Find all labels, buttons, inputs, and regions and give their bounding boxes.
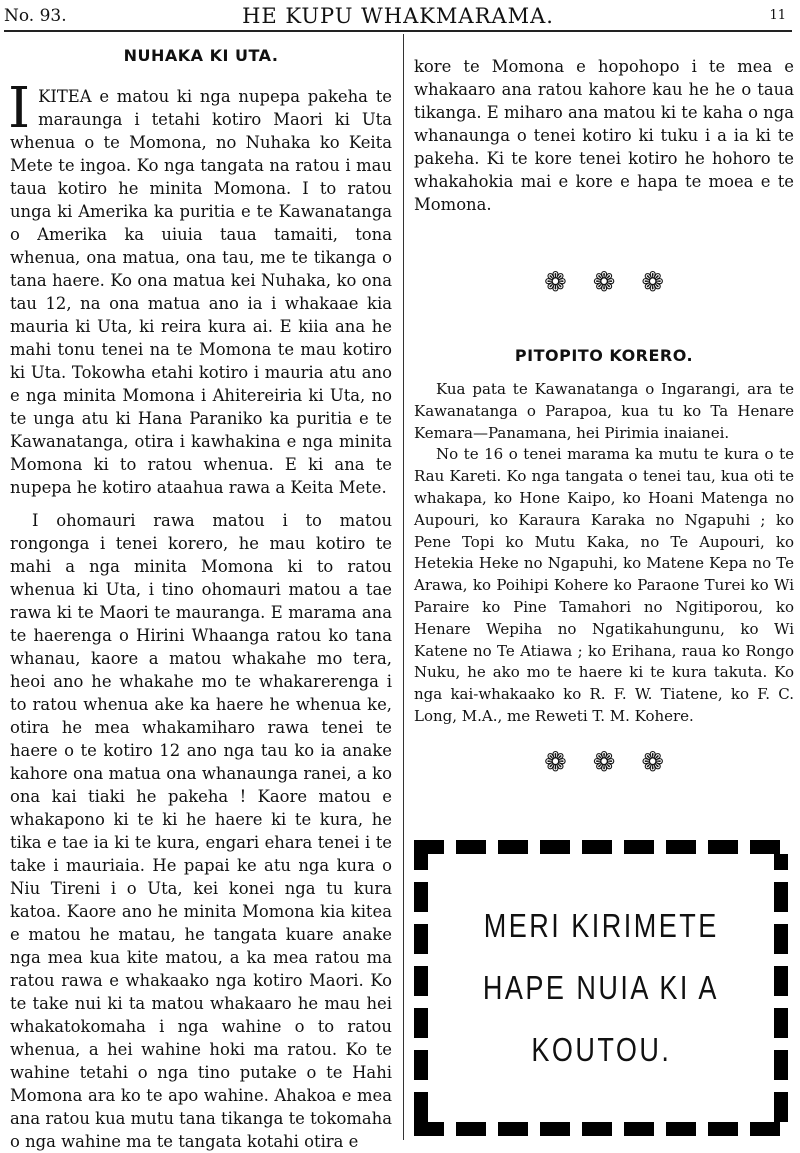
page-header: [4, 4, 792, 32]
flower-ornament-icon: ❁: [544, 746, 567, 778]
article-title: NUHAKA KI UTA.: [123, 46, 279, 65]
publication-title: HE KUPU WHAKMARAMA.: [242, 4, 554, 28]
right-column: [414, 55, 794, 778]
left-column: [10, 46, 392, 1153]
article-paragraph-1: [8, 76, 392, 499]
flower-ornament-icon: ❁: [544, 267, 567, 298]
greeting-text: [436, 862, 766, 1114]
greeting-line-3: KOUTOU.: [530, 1031, 672, 1068]
news-title: PITOPITO KORERO.: [514, 346, 694, 365]
news-paragraph-1: Kua pata te Kawanatanga o Ingarangi, ara te Kawanatanga o Parapoa, kua tu ko Ta Henare Kemara—Panamana, hei Pirimia inaianei.: [414, 380, 794, 442]
greeting-box: [414, 840, 788, 1136]
issue-number: No. 93.: [4, 6, 67, 26]
page-number: 11: [769, 8, 786, 23]
greeting-line-2: HAPE NUIA KI A: [483, 969, 719, 1006]
ornament-row-1: [414, 268, 794, 298]
article-paragraph-2: I ohomauri rawa matou i to matou rongonga i tenei korero, he mau kotiro te mahi a nga minita Momona ki to ratou whenua ki Uta, i tino ohomauri matou a tae rawa ki te Maori te mauranga. E marama ana te haerenga o Hirini Whaanga ratou ko tana whanau, kaore a matou whakahe mo tera, heoi ano he whakahe mo te whakarerenga i to ratou whenua ake ka haere he whenua ke, otira he mea whakamiharo rawa tenei te haere o te kotiro 12 ano nga tau ko ia anake kahore ona matua ona whanaunga ranei, a ko ona kai tiaki he pakeha ! Kaore matou e whakapono ki te ki he haere ki te kura, he tika e tae ia ki te kura, engari ehara tenei i te take i mauriaia. He papai ke atu nga kura o Niu Tireni i o Uta, kei konei nga tu kura katoa. Kaore ano he minita Momona kia kitea e matou he matau, he tangata kuare anake nga mea kua kite matou, a ka mea ratou ma ratou rawa e whakaako nga kotiro Maori. Ko te take nui ki ta matou whakaaro he mau hei whakatokomaha i nga wahine o to ratou whenua, a hei wahine hoki ma ratou. Ko te wahine tetahi o nga tino putake o te Hahi Momona ara ko te apo wahine. Ahakoa e mea ana ratou kua mutu tana tikanga te tokomaha o nga wahine ma te tangata kotahi otira e: [10, 511, 392, 1151]
paragraph-text: KITEA e matou ki nga nupepa pakeha te maraunga i tetahi kotiro Maori ki Uta whenua o te Momona, no Nuhaka ko Keita Mete te ingoa. Ko nga tangata na ratou i mau taua kotiro he minita Momona. I to ratou unga ki Amerika ka puritia e te Kawanatanga o Amerika ka uiuia taua tamaiti, tona whenua, ona matua, ona tau, me te tikanga o tana haere. Ko ona matua kei Nuhaka, ko ona tau 12, na ona matua ano ia i whakaae kia mauria ki Uta, ki reira kura ai. E kiia ana he mahi tonu tenei na te Momona te mau kotiro ki Uta. Tokowha etahi kotiro i mauria atu ano e nga minita Momona i Ahitereiria ki Uta, no te unga atu ki Hana Paraniko ka puritia e te Kawanatanga, otira i kawhakina e nga minita Momona ki to ratou whenua. E ki ana te nupepa he kotiro ataahua rawa a Keita Mete.: [10, 87, 392, 497]
column-divider: [403, 34, 404, 1140]
flower-ornament-icon: ❁: [641, 267, 664, 298]
greeting-line-1: MERI KIRIMETE: [483, 907, 719, 944]
news-paragraph-2: No te 16 o tenei marama ka mutu te kura o te Rau Kareti. Ko nga tangata o tenei tau, kua oti te whakapa, ko Hone Kaipo, ko Hoani Matenga no Aupouri, ko Karaura Karaka no Ngapuhi ; ko Pene Topi ko Mutu Kaka, no Te Aupouri, ko Hetekia Heke no Ngapuhi, ko Matene Kepa no Te Arawa, ko Poihipi Kohere ko Paraone Turei ko Wi Paraire ko Pine Tamahori no Ngitiporou, ko Henare Wepiha no Ngatikahungunu, ko Wi Katene no Te Atiawa ; ko Erihana, raua ko Rongo Nuku, he ako mo te haere ki te kura takuta. Ko nga kai-whakaako ko R. F. W. Tiatene, ko F. C. Long, M.A., me Reweti T. M. Kohere.: [414, 445, 794, 725]
article-continuation: kore te Momona e hopohopo i te mea e whakaaro ana ratou kahore kau he he o taua tikanga. E miharo ana matou ki te kaha o nga whanaunga o tenei kotiro ki tuku i a ia ki te pakeha. Ki te kore tenei kotiro he hohoro te whakahokia mai e kore e hapa te moea e te Momona.: [414, 57, 794, 214]
flower-ornament-icon: ❁: [592, 267, 616, 298]
drop-cap: I: [8, 76, 31, 141]
flower-ornament-icon: ❁: [641, 746, 664, 778]
ornament-row-2: [414, 748, 794, 778]
flower-ornament-icon: ❁: [592, 746, 616, 778]
